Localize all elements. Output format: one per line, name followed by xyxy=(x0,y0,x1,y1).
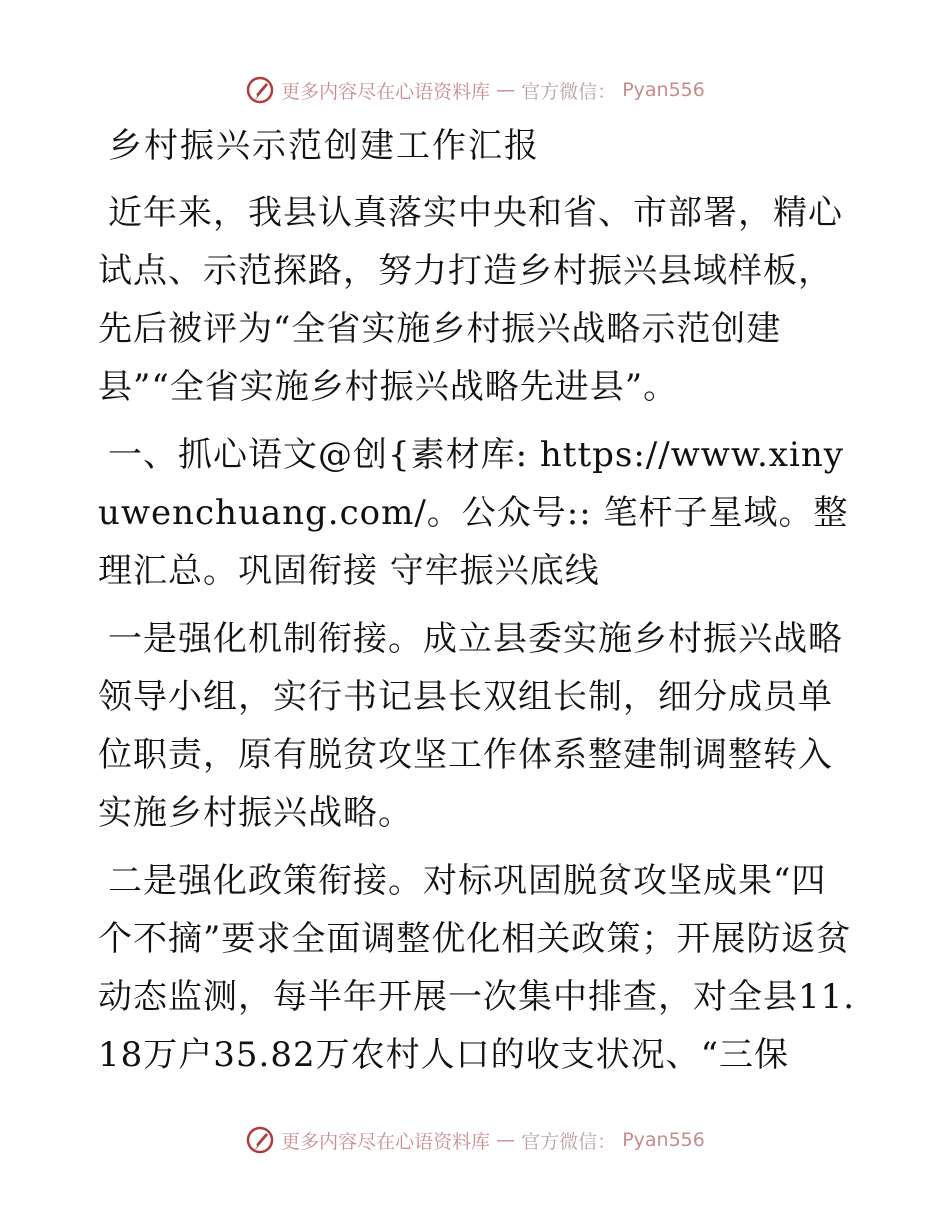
watermark-dash: — xyxy=(496,1129,516,1151)
paragraph-text: 一是强化机制衔接。成立县委实施乡村振兴战略领导小组，实行书记县长双组长制，细分成员单位职责，原有脱贫攻坚工作体系整建制调整转入实施乡村振兴战略。 xyxy=(98,619,843,833)
document-title: 乡村振兴示范创建工作汇报 xyxy=(108,126,540,166)
paragraph-intro xyxy=(98,184,858,416)
watermark-wechat-id: Pyan556 xyxy=(622,79,705,101)
paragraph-text: 二是强化政策衔接。对标巩固脱贫攻坚成果“四个不摘”要求全面调整优化相关政策；开展防返贫动态监测，每半年开展一次集中排查，对全县11.18万户35.82万农村人口的收支状况、“三保 xyxy=(98,861,856,1075)
watermark-dash: — xyxy=(496,79,516,101)
watermark-wechat-label: 官方微信： xyxy=(521,80,617,103)
paragraph-text: 一、抓心语文@创{素材库: https://www.xinyuwenchuang.com/。公众号:: 笔杆子星域。整理汇总。巩固衔接 守牢振兴底线 xyxy=(98,435,849,591)
document-page xyxy=(98,122,858,1094)
pen-logo-icon xyxy=(245,75,275,105)
pen-logo-icon xyxy=(245,1125,275,1155)
watermark-brand-text: 更多内容尽在心语资料库 xyxy=(281,80,491,103)
watermark-wechat-label: 官方微信： xyxy=(521,1130,617,1153)
paragraph-mechanism xyxy=(98,610,858,842)
paragraph-section-one xyxy=(98,426,858,600)
watermark-wechat-id: Pyan556 xyxy=(622,1129,705,1151)
paragraph-text: 近年来，我县认真落实中央和省、市部署，精心试点、示范探路，努力打造乡村振兴县域样板，先后被评为“全省实施乡村振兴战略示范创建县”“全省实施乡村振兴战略先进县”。 xyxy=(98,193,843,407)
paragraph-policy xyxy=(98,852,858,1084)
watermark-brand-text: 更多内容尽在心语资料库 xyxy=(281,1130,491,1153)
header-watermark xyxy=(0,72,950,108)
footer-watermark xyxy=(0,1122,950,1158)
